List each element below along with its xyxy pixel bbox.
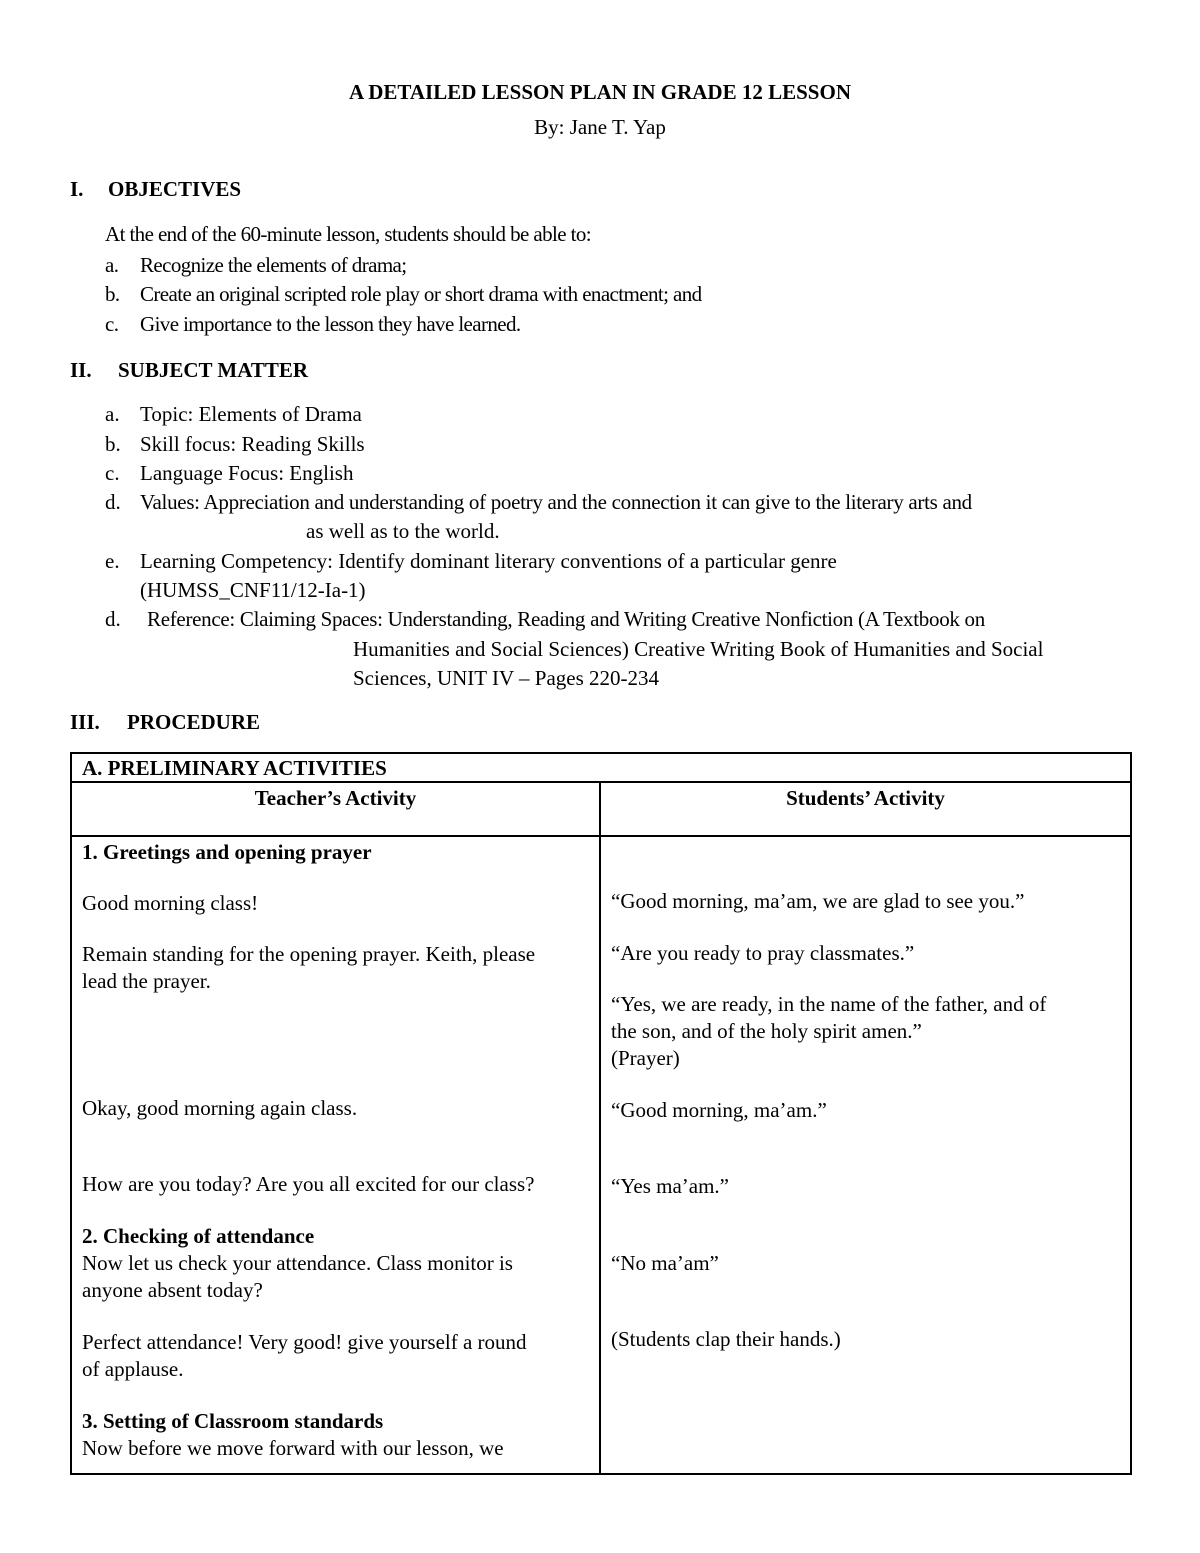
subject-marker: e. bbox=[105, 549, 120, 573]
procedure-heading: PROCEDURE bbox=[127, 710, 261, 734]
step-heading: 1. Greetings and opening prayer bbox=[82, 840, 372, 864]
subject-item: Skill focus: Reading Skills bbox=[140, 432, 365, 456]
teacher-line: of applause. bbox=[82, 1357, 184, 1381]
objective-marker: a. bbox=[105, 253, 119, 277]
subject-item: Language Focus: English bbox=[140, 461, 354, 485]
teacher-line: How are you today? Are you all excited for our class? bbox=[82, 1172, 535, 1196]
subject-marker: d. bbox=[105, 490, 121, 514]
document-title: A DETAILED LESSON PLAN IN GRADE 12 LESSON bbox=[349, 80, 851, 104]
subject-matter-heading: SUBJECT MATTER bbox=[118, 358, 309, 382]
student-line: “No ma’am” bbox=[611, 1251, 719, 1275]
section-title: A. PRELIMINARY ACTIVITIES bbox=[71, 753, 1131, 782]
student-line: the son, and of the holy spirit amen.” bbox=[611, 1019, 922, 1043]
students-activity-header: Students’ Activity bbox=[600, 782, 1131, 836]
subject-item: Learning Competency: Identify dominant literary conventions of a particular genre bbox=[140, 549, 837, 573]
teacher-line: Now before we move forward with our lesson, we bbox=[82, 1436, 504, 1460]
subject-item: Values: Appreciation and understanding of poetry and the connection it can give to the literary arts and bbox=[140, 490, 972, 514]
document-author: By: Jane T. Yap bbox=[534, 115, 666, 139]
teacher-line: Good morning class! bbox=[82, 891, 259, 915]
student-line: “Good morning, ma’am.” bbox=[611, 1098, 827, 1122]
teacher-line: Remain standing for the opening prayer. Keith, please bbox=[82, 942, 536, 966]
subject-marker: d. bbox=[105, 607, 121, 631]
teacher-line: Okay, good morning again class. bbox=[82, 1096, 358, 1120]
student-line: “Good morning, ma’am, we are glad to see you.” bbox=[611, 889, 1025, 913]
subject-marker: a. bbox=[105, 402, 120, 426]
students-activity-cell bbox=[600, 836, 1131, 1474]
teacher-line: lead the prayer. bbox=[82, 969, 211, 993]
teacher-line: Perfect attendance! Very good! give yourself a round bbox=[82, 1330, 527, 1354]
student-line: “Yes, we are ready, in the name of the father, and of bbox=[611, 992, 1047, 1016]
objectives-intro: At the end of the 60-minute lesson, students should be able to: bbox=[105, 222, 591, 246]
subject-matter-number: II. bbox=[70, 358, 92, 382]
step-heading: 3. Setting of Classroom standards bbox=[82, 1409, 384, 1433]
procedure-number: III. bbox=[70, 710, 100, 734]
objective-marker: b. bbox=[105, 282, 120, 306]
student-line: (Students clap their hands.) bbox=[611, 1327, 841, 1351]
student-line: “Are you ready to pray classmates.” bbox=[611, 941, 915, 965]
procedure-table bbox=[70, 752, 1132, 1475]
objectives-number: I. bbox=[70, 177, 84, 201]
student-line: (Prayer) bbox=[611, 1046, 680, 1070]
objective-marker: c. bbox=[105, 312, 119, 336]
teacher-line: Now let us check your attendance. Class monitor is bbox=[82, 1251, 513, 1275]
objectives-heading: OBJECTIVES bbox=[108, 177, 242, 201]
objective-item: Create an original scripted role play or short drama with enactment; and bbox=[140, 282, 702, 306]
teacher-activity-cell bbox=[71, 836, 600, 1474]
subject-item-continuation: (HUMSS_CNF11/12-Ia-1) bbox=[140, 578, 366, 602]
step-heading: 2. Checking of attendance bbox=[82, 1224, 315, 1248]
objective-item: Recognize the elements of drama; bbox=[140, 253, 407, 277]
subject-item-continuation: as well as to the world. bbox=[306, 519, 500, 543]
subject-item-continuation: Sciences, UNIT IV – Pages 220-234 bbox=[353, 666, 660, 690]
subject-marker: b. bbox=[105, 432, 121, 456]
teacher-line: anyone absent today? bbox=[82, 1278, 263, 1302]
teacher-activity-header: Teacher’s Activity bbox=[71, 782, 600, 836]
subject-marker: c. bbox=[105, 461, 120, 485]
subject-item-continuation: Humanities and Social Sciences) Creative Writing Book of Humanities and Social bbox=[353, 637, 1044, 661]
subject-item: Topic: Elements of Drama bbox=[140, 402, 362, 426]
objective-item: Give importance to the lesson they have learned. bbox=[140, 312, 521, 336]
subject-item: Reference: Claiming Spaces: Understanding, Reading and Writing Creative Nonfiction (A Textbook on bbox=[147, 607, 985, 631]
student-line: “Yes ma’am.” bbox=[611, 1174, 730, 1198]
